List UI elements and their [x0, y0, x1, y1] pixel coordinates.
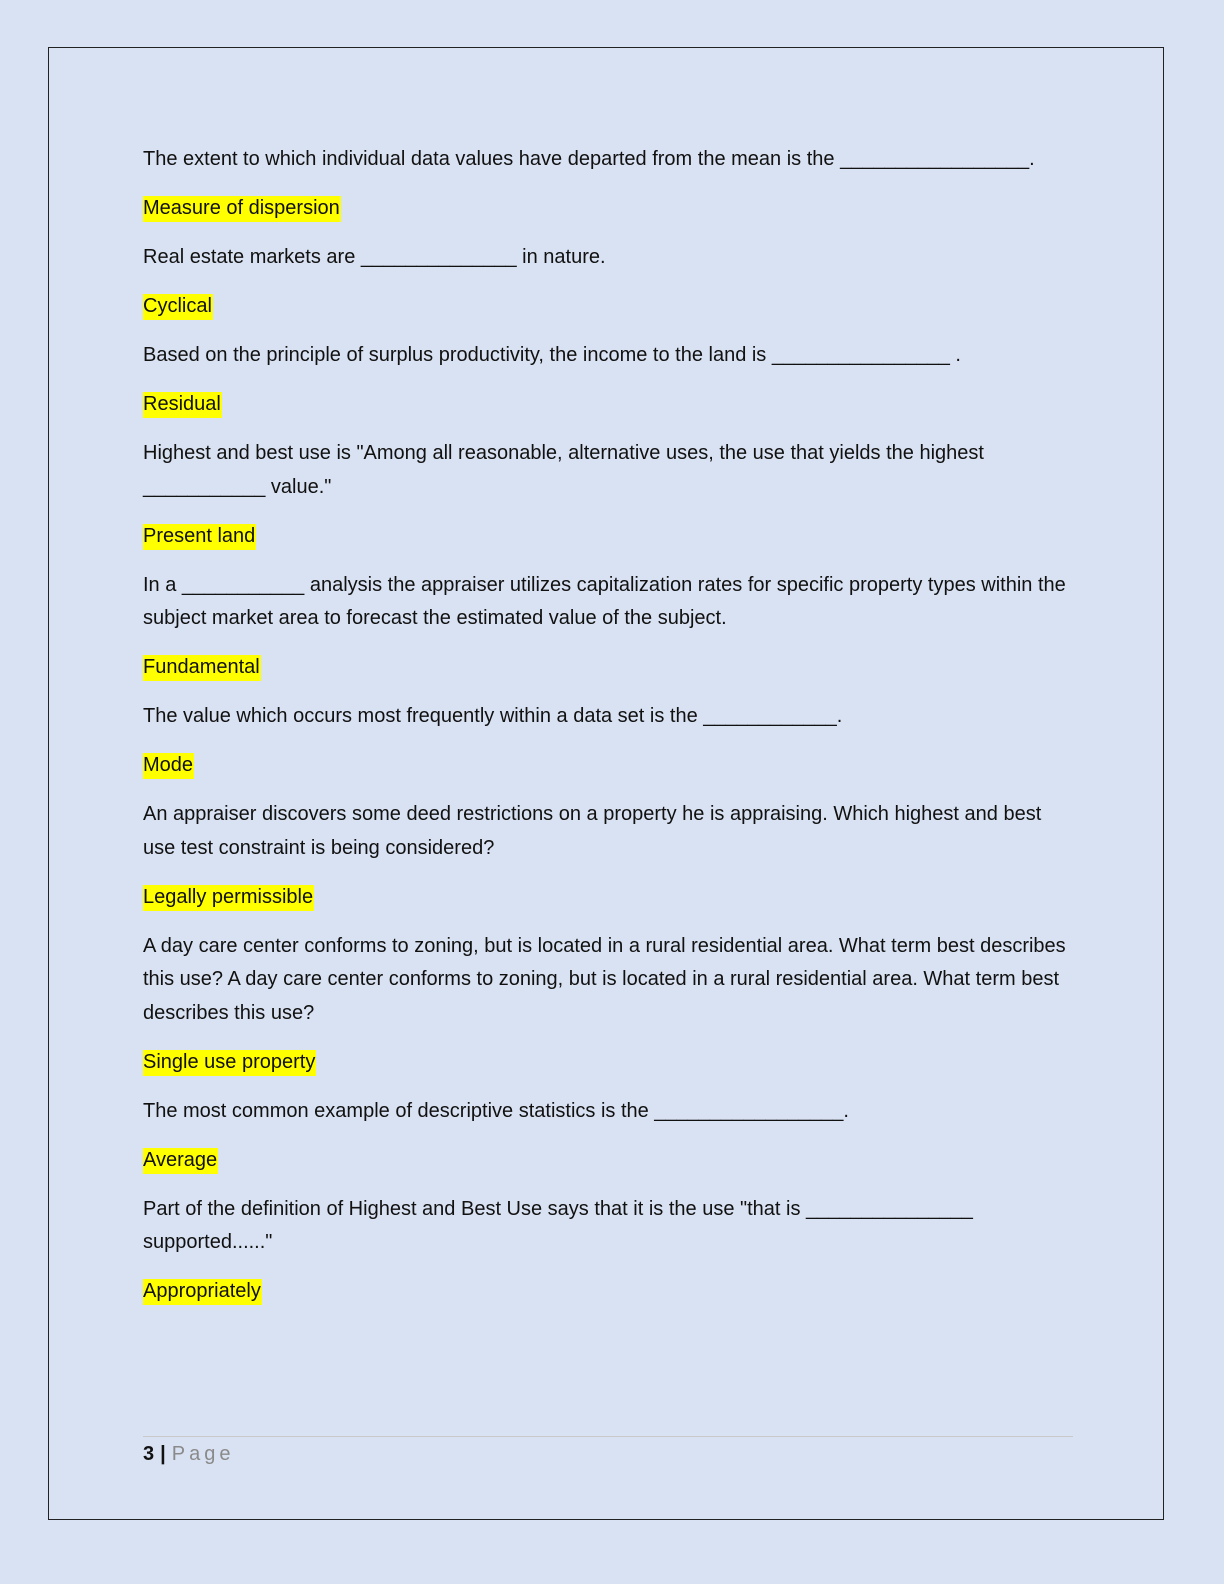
question-text: The most common example of descriptive statistics is the _________________. — [143, 1099, 849, 1122]
document-body — [143, 143, 1078, 1324]
answer-highlight — [143, 520, 1078, 554]
question-text: An appraiser discovers some deed restrictions on a property he is appraising. Which highest and best use test constraint is being considered? — [143, 803, 1042, 859]
question-text: The value which occurs most frequently within a data set is the ____________. — [143, 705, 843, 727]
answer-text: Single use property — [143, 1050, 316, 1076]
page-label: Page — [171, 1443, 235, 1465]
answer-text: Cyclical — [143, 294, 213, 320]
page-footer — [143, 1440, 234, 1468]
question-text: Part of the definition of Highest and Best Use says that it is the use "that is _______________ supported......" — [143, 1197, 973, 1253]
page-number: 3 — [143, 1443, 155, 1465]
question-text: A day care center conforms to zoning, but is located in a rural residential area. What term best describes this use? A day care center conforms to zoning, but is located in a rural residential area. What term best describes this use? — [143, 934, 1066, 1024]
answer-text: Mode — [143, 753, 194, 779]
answer-text: Legally permissible — [143, 885, 314, 911]
answer-highlight — [143, 192, 1078, 226]
footer-separator: | — [160, 1443, 166, 1465]
answer-highlight — [143, 1144, 1078, 1178]
footer-divider — [143, 1436, 1073, 1437]
answer-text: Residual — [143, 392, 222, 418]
answer-highlight — [143, 881, 1078, 915]
answer-text: Present land — [143, 524, 256, 550]
answer-highlight — [143, 651, 1078, 685]
question-text: The extent to which individual data values have departed from the mean is the _________________. — [143, 148, 1035, 170]
question-text: Based on the principle of surplus productivity, the income to the land is ________________ . — [143, 344, 961, 366]
answer-highlight — [143, 1275, 1078, 1309]
answer-text: Measure of dispersion — [143, 196, 341, 222]
answer-text: Average — [143, 1148, 218, 1174]
answer-highlight — [143, 1046, 1078, 1080]
answer-text: Fundamental — [143, 655, 261, 681]
answer-text: Appropriately — [143, 1279, 262, 1305]
answer-highlight — [143, 290, 1078, 324]
question-text: Highest and best use is "Among all reasonable, alternative uses, the use that yields the highest ___________ value." — [143, 442, 984, 498]
question-text: Real estate markets are ______________ in nature. — [143, 246, 606, 268]
answer-highlight — [143, 388, 1078, 422]
question-text: In a ___________ analysis the appraiser utilizes capitalization rates for specific property types within the subject market area to forecast the estimated value of the subject. — [143, 573, 1066, 629]
answer-highlight — [143, 749, 1078, 783]
